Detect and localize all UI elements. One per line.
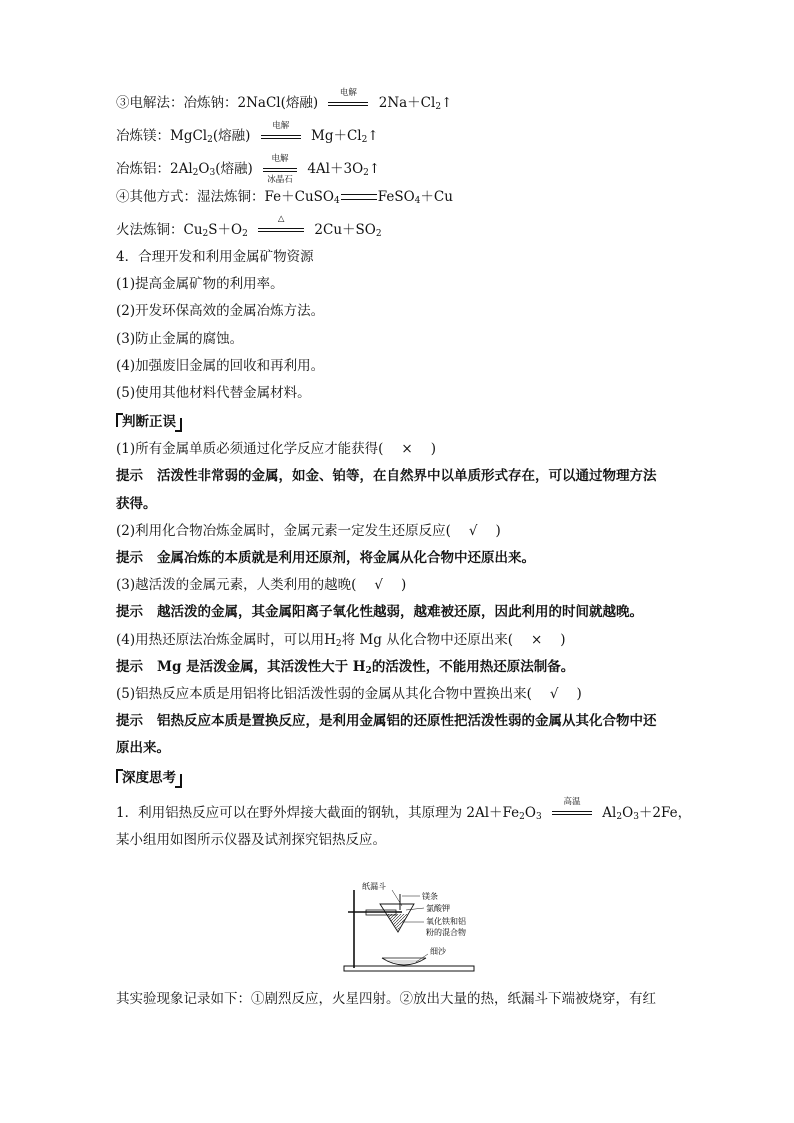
label-kclo3: 氯酸钾 (426, 904, 450, 913)
reaction-condition: 电解 (328, 102, 368, 106)
judge-item-4: (4)用热还原法冶炼金属时，可以用$H_2$将 Mg 从化合物中还原出来( × ) (116, 627, 692, 654)
judge-item-3: (3)越活泼的金属元素，人类利用的越晚( √ ) (116, 572, 692, 599)
deep-p1: 1．利用铝热反应可以在野外焊接大截面的钢轨，其原理为 $2Al+Fe_2O_3$ 高温 $Al_2O_3+2Fe$， (116, 797, 692, 822)
check-mark: √ (549, 685, 559, 702)
eq-electrolysis-sodium: ③电解法：冶炼钠：2NaCl(熔融) 电解 $2Na+Cl_2↑$ (116, 87, 453, 112)
cross-mark: × (401, 441, 413, 458)
eq-fire-copper: 火法炼铜：$Cu_2S+O_2$ △ $2Cu+SO_2$ (116, 214, 382, 239)
reaction-condition: 电解 (261, 135, 301, 139)
document-page (116, 87, 692, 854)
reaction-condition: 电解 冰晶石 (263, 168, 297, 172)
check-mark: √ (374, 577, 383, 594)
judge-item-2: (2)利用化合物冶炼金属时，金属元素一定发生还原反应( √ ) (116, 518, 692, 545)
hint-3: 提示 越活泼的金属，其金属阳离子氧化性越弱，越难被还原，因此利用的时间就越晚。 (116, 604, 643, 621)
judge-heading: 判断正误 (116, 409, 692, 436)
hint-5: 提示 铝热反应本质是置换反应，是利用金属铝的还原性把活泼性弱的金属从其化合物中还 (116, 713, 657, 730)
deep-p2: 某小组用如图所示仪器及试剂探究铝热反应。 (116, 831, 386, 848)
list-item: (2)开发环保高效的金属冶炼方法。 (116, 303, 325, 320)
label-paper-funnel: 纸漏斗 (362, 882, 386, 891)
deep-heading: 深度思考 (116, 765, 692, 792)
eq-text: ③电解法：冶炼钠：2NaCl(熔融) (116, 95, 319, 111)
reaction-condition: △ (258, 228, 304, 232)
label-sand: 细沙 (430, 947, 446, 956)
hint-5-cont: 原出来。 (116, 740, 170, 757)
cross-mark: × (530, 631, 543, 648)
label-mixture-2: 粉的混合物 (426, 928, 466, 937)
hint-2: 提示 金属冶炼的本质就是利用还原剂，将金属从化合物中还原出来。 (116, 550, 535, 566)
check-mark: √ (468, 522, 478, 539)
list-item: (4)加强废旧金属的回收和再利用。 (116, 357, 325, 374)
eq-wet-copper: ④其他方式：湿法炼铜：Fe＋CuSO$_4$ FeSO$_4$＋Cu (116, 188, 453, 206)
reaction-condition: 高温 (552, 811, 592, 815)
judge-item-5: (5)铝热反应本质是用铝将比铝活泼性弱的金属从其化合物中置换出来( √ ) (116, 681, 692, 708)
equals-sign (341, 194, 377, 200)
label-magnesium: 镁条 (422, 892, 438, 901)
judge-item-1: (1)所有金属单质必须通过化学反应才能获得( × ) (116, 436, 692, 463)
hint-4: 提示 Mg 是活泼金属，其活泼性大于 $H_2$的活泼性，不能用热还原法制备。 (116, 658, 575, 676)
label-mixture-1: 氧化铁和铝 (426, 917, 466, 926)
list-item: (1)提高金属矿物的利用率。 (116, 276, 284, 293)
hint-1-cont: 获得。 (116, 495, 157, 512)
eq-aluminum: 冶炼铝：$2Al_2O_3$(熔融) 电解 冰晶石 $4Al+3O_2↑$ (116, 153, 381, 185)
eq-magnesium: 冶炼镁：MgCl$_2$(熔融) 电解 $Mg+Cl_2↑$ (116, 120, 379, 146)
stand-base (344, 966, 474, 971)
section-heading: 4．合理开发和利用金属矿物资源 (116, 248, 314, 265)
thermite-apparatus-figure (342, 880, 482, 980)
hint-1: 提示 活泼性非常弱的金属，如金、铂等，在自然界中以单质形式存在，可以通过物理方法 (116, 468, 657, 485)
deep-p3: 其实验现象记录如下：①剧烈反应，火星四射。②放出大量的热，纸漏斗下端被烧穿，有红 (116, 991, 656, 1007)
list-item: (5)使用其他材料代替金属材料。 (116, 384, 311, 401)
list-item: (3)防止金属的腐蚀。 (116, 330, 244, 347)
